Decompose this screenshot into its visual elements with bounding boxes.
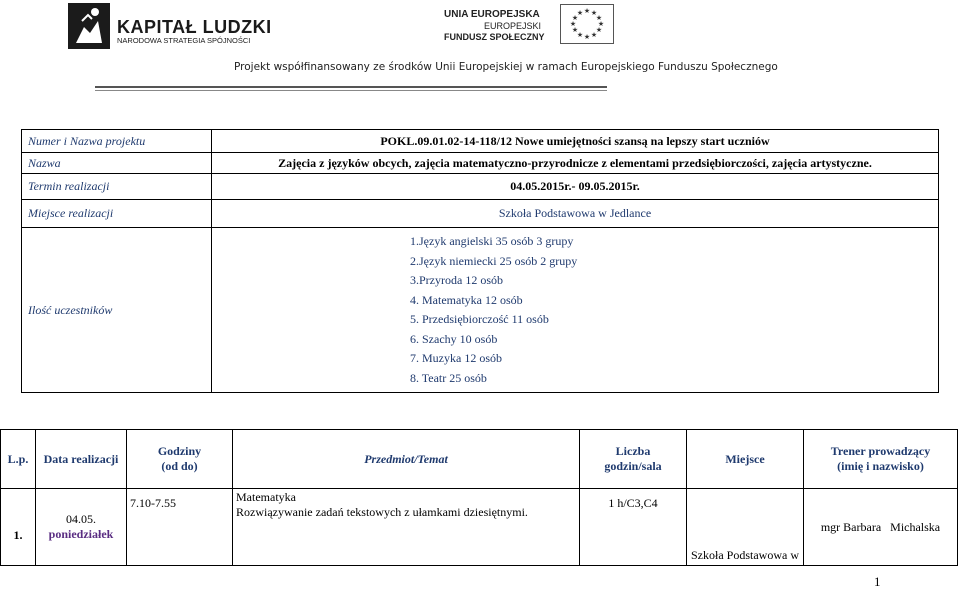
- row-day: poniedziałek: [48, 527, 114, 541]
- kapital-ludzki-subtitle: NARODOWA STRATEGIA SPÓJNOŚCI: [117, 36, 251, 45]
- term-value: 04.05.2015r.- 09.05.2015r.: [212, 174, 939, 200]
- participant-item: 3.Przyroda 12 osób: [410, 273, 503, 287]
- row-topic: Rozwiązywanie zadań tekstowych z ułamkami dziesiętnymi.: [236, 505, 528, 519]
- row-subject-name: Matematyka: [236, 490, 296, 504]
- eu-flag-icon: [560, 4, 614, 44]
- participants-cell: [212, 228, 939, 393]
- participant-item: 7. Muzyka 12 osób: [410, 351, 502, 365]
- row-subject: [233, 489, 580, 566]
- row-hours: 7.10-7.55: [127, 489, 233, 566]
- term-label: Termin realizacji: [22, 174, 212, 200]
- row-place: Szkoła Podstawowa w: [687, 489, 804, 566]
- svg-text:★: ★: [590, 9, 598, 17]
- header-hours-line2: (od do): [161, 459, 198, 473]
- participant-item: 8. Teatr 25 osób: [410, 370, 487, 385]
- participants-label: Ilość uczestników: [22, 228, 212, 393]
- header-place: Miejsce: [687, 430, 804, 489]
- table-row: [1, 489, 958, 566]
- row-trainer: mgr Barbara Michalska: [804, 489, 958, 566]
- row-count: 1 h/C3,C4: [580, 489, 687, 566]
- schedule-table: [0, 429, 958, 566]
- ue-subtitle-1: EUROPEJSKI: [484, 21, 542, 31]
- svg-text:★: ★: [583, 7, 591, 15]
- project-number-label: Numer i Nazwa projektu: [22, 130, 212, 153]
- header-trainer-line2: (imię i nazwisko): [837, 459, 924, 473]
- project-info-table: [21, 129, 939, 393]
- svg-text:★: ★: [597, 20, 605, 28]
- header-lp: L.p.: [1, 430, 36, 489]
- svg-text:★: ★: [571, 26, 579, 34]
- svg-text:★: ★: [595, 14, 603, 22]
- header-count-line1: Liczba: [615, 444, 651, 458]
- row-lp: 1.: [1, 489, 36, 566]
- schedule-header-row: [1, 430, 958, 489]
- participant-item: 2.Język niemiecki 25 osób 2 grupy: [410, 253, 578, 268]
- participant-item: 4. Matematyka 12 osób: [410, 292, 523, 307]
- kapital-ludzki-logo-icon: [68, 3, 110, 49]
- ue-subtitle-2: FUNDUSZ SPOŁECZNY: [444, 32, 545, 42]
- header-hours-line1: Godziny: [157, 444, 202, 458]
- ue-title: UNIA EUROPEJSKA: [444, 9, 540, 20]
- header-divider: [95, 86, 607, 88]
- header-divider-thin: [95, 90, 607, 91]
- header-trainer: [804, 430, 958, 489]
- project-cofinancing-line: Projekt współfinansowany ze środków Unii Europejskiej w ramach Europejskiego Funduszu Społecznego: [234, 61, 778, 73]
- svg-text:★: ★: [595, 26, 603, 34]
- svg-text:★: ★: [571, 14, 579, 22]
- project-number-value: POKL.09.01.02-14-118/12 Nowe umiejętności szansą na lepszy start uczniów: [212, 130, 939, 153]
- svg-text:★: ★: [569, 20, 577, 28]
- row-date-value: 04.05.: [66, 512, 96, 526]
- header-date: Data realizacji: [36, 430, 127, 489]
- row-date: [36, 489, 127, 566]
- name-label: Nazwa: [22, 153, 212, 174]
- svg-text:★: ★: [590, 31, 598, 39]
- header-count-line2: godzin/sala: [604, 459, 662, 473]
- svg-text:★: ★: [576, 9, 584, 17]
- svg-text:★: ★: [576, 31, 584, 39]
- page-number: 1: [874, 574, 881, 589]
- participant-item: 6. Szachy 10 osób: [410, 331, 498, 346]
- header-subject: Przedmiot/Temat: [233, 430, 580, 489]
- name-value: Zajęcia z języków obcych, zajęcia matematyczno-przyrodnicze z elementami przedsiębiorczości, zajęcia artystyczne.: [212, 153, 939, 174]
- header-count: [580, 430, 687, 489]
- participant-item: 1.Język angielski 35 osób 3 grupy: [410, 234, 574, 248]
- place-value: Szkoła Podstawowa w Jedlance: [212, 200, 939, 228]
- kapital-ludzki-title: KAPITAŁ LUDZKI: [117, 17, 272, 37]
- participant-item: 5. Przedsiębiorczość 11 osób: [410, 312, 549, 326]
- header-trainer-line1: Trener prowadzący: [830, 444, 931, 458]
- header-hours: [127, 430, 233, 489]
- svg-text:★: ★: [583, 33, 591, 41]
- place-label: Miejsce realizacji: [22, 200, 212, 228]
- participants-list: [410, 232, 932, 388]
